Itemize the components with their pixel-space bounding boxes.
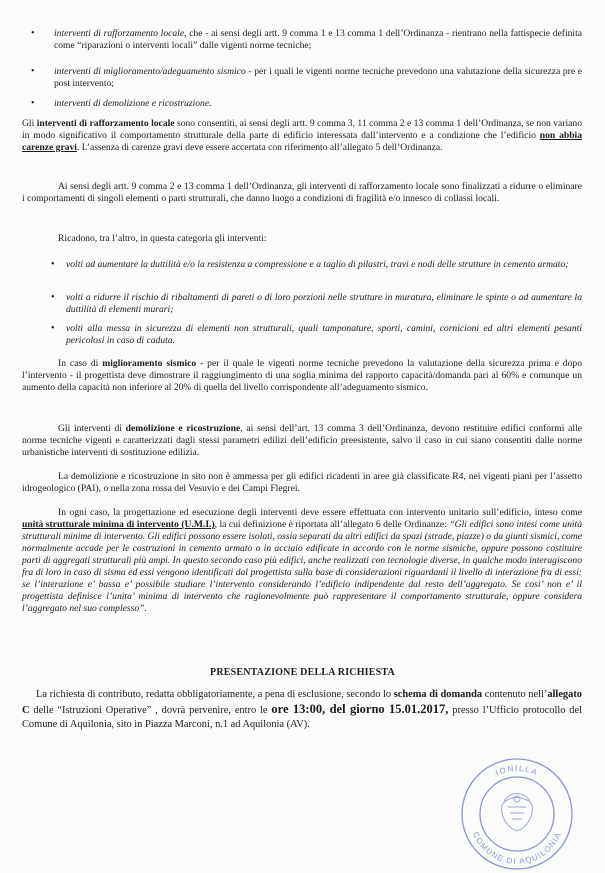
underlined-term: unità strutturale minima di intervento (U.M.I.)	[22, 519, 215, 530]
text-run: presso l’Ufficio protocollo del Comune di Aquilonia, sito in Piazza Marconi, n.1 ad Aquilonia (AV).	[22, 705, 582, 730]
deadline: ore 13:00, del giorno 15.01.2017,	[271, 702, 449, 716]
stamp-emblem-icon	[502, 794, 533, 832]
bullet-text: .	[209, 98, 212, 109]
text-run: delle “Istruzioni Operative” , dovrà pervenire, entro le	[29, 705, 272, 716]
text-run: contenuto nell’	[482, 689, 548, 700]
bullet-dot: •	[51, 259, 55, 270]
text-run: La richiesta di contributo, redatta obbligatoriamente, a pena di esclusione, secondo lo	[36, 689, 394, 700]
text-run: . L’assenza di carenze gravi deve essere accertata con riferimento all’allegato 5 dell’Ordinanza.	[76, 142, 443, 153]
bullet-item	[54, 28, 582, 52]
paragraph-categoria: Ricadono, tra l’altro, in questa categoria gli interventi:	[58, 233, 267, 244]
svg-text:IONILLA	[494, 764, 539, 778]
bold-term: miglioramento sismico	[102, 358, 197, 369]
text-run: Gli interventi di	[58, 423, 126, 434]
bullet-dot: •	[51, 292, 55, 303]
text-run: - per il quale le vigenti norme tecniche prevedono la valutazione della sicurezza prima e dopo l’intervento - il progettista deve dimostrare il raggiungimento di una soglia minima del rapporto capacità/domanda pari al 60% e comunque un aumento della capacità non inferiore al 20% di quella del livello corrispondente all’adeguamento sismico.	[22, 358, 582, 393]
bullet-dot: •	[31, 28, 35, 39]
bold-term: allegato C	[22, 689, 582, 716]
municipal-stamp	[458, 755, 576, 873]
text-run: , ai sensi dell’art. 13 comma 3 dell’Ordinanza, devono restituire edifici conformi alle norme tecniche vigenti e caratterizzati dagli stessi parametri edilizi dell’edificio preesistente, salvo il caso in cui siano consentiti dalle norme urbanistiche interventi di sostituzione edilizia.	[22, 423, 582, 458]
paragraph-finalita: Ai sensi degli artt. 9 comma 2 e 13 comma 1 dell’Ordinanza, gli interventi di rafforzamento locale sono finalizzati a ridurre o eliminare i comportamenti di singoli elementi o parti strutturali, che danno luogo a condizioni di fragilità e/o innesco di collassi locali.	[22, 181, 582, 204]
bullet-item: volti alla messa in sicurezza di elementi non strutturali, quali tamponature, sporti, camini, cornicioni ed altri elementi pesanti pericolosi in caso di caduta.	[66, 323, 582, 346]
section-heading: PRESENTAZIONE DELLA RICHIESTA	[210, 667, 395, 678]
paragraph-miglioramento	[22, 358, 582, 394]
text-run: In ogni caso, la progettazione ed esecuzione degli interventi deve essere effettuata con intervento unitario sull’edificio, inteso come	[58, 507, 582, 518]
paragraph-demolizione	[22, 423, 582, 459]
quoted-definition: “Gli edifici sono intesi come unità strutturali minime di intervento. Gli edifici possono essere isolati, ossia separati da altri edifici da spazi (strade, piazze) o da giunti sismici, come normalmente accade per le costruzioni in cemento armato o in acciaio edificate in accordo con le norme sismiche, oppure possono costituire parti di aggregati strutturali più ampi. In questo secondo caso più edifici, anche realizzati con tecnologie diverse, in qualche modo interagiscono fra di loro in caso di sisma ed essi vengono identificati dal progettista sulla base di considerazioni riguardanti il livello di interazione fra di essi: se l’interazione e’ bassa e’ possibile studiare l’intervento considerando l’edificio indipendente dal resto dell’aggregato. Se cosi’ non e’ il progettista definisce l’unita’ minima di intervento che ragionevolmente può rappresentare il comportamento strutturale, oppure considera l’aggregato nel suo complesso”.	[22, 519, 583, 614]
bullet-term: interventi di miglioramento/adeguamento sismico	[54, 66, 246, 77]
svg-text:COMUNE DI AQUILONIA	[471, 830, 563, 866]
bold-term: demolizione e ricostruzione	[125, 423, 241, 434]
underlined-term: non abbia carenze gravi	[22, 130, 583, 153]
bold-term: schema di domanda	[393, 689, 483, 700]
paragraph-rafforzamento	[22, 118, 582, 154]
bold-term: interventi di rafforzamento locale	[36, 118, 175, 129]
bullet-dot: •	[31, 98, 35, 109]
bullet-item	[54, 98, 582, 110]
bullet-term: interventi di rafforzamento locale	[54, 28, 185, 39]
text-run: Gli	[22, 118, 37, 129]
paragraph-umi	[22, 507, 582, 615]
stamp-top-text: IONILLA	[494, 763, 540, 778]
text-run: , la cui definizione è riportata all’allegato 6 delle Ordinanze:	[214, 519, 450, 530]
bullet-text: , che - ai sensi degli artt. 9 comma 1 e 13 comma 1 dell’Ordinanza - rientrano nella fattispecie definita come “riparazioni o interventi locali” dalle vigenti norme tecniche;	[54, 28, 582, 51]
bullet-dot: •	[51, 323, 55, 334]
bullet-item: volti ad aumentare la duttilità e/o la resistenza a compressione e a taglio di pilastri, travi e nodi delle strutture in cemento armato;	[66, 259, 569, 270]
bullet-item	[54, 66, 582, 90]
bullet-dot: •	[31, 66, 35, 77]
paragraph-presentazione	[22, 688, 582, 732]
bullet-text: - per i quali le vigenti norme tecniche prevedono una valutazione della sicurezza pre e post intervento;	[54, 66, 582, 89]
bullet-term: interventi di demolizione e ricostruzione	[54, 98, 210, 109]
paragraph-aree: La demolizione e ricostruzione in sito non è ammessa per gli edifici ricadenti in aree già classificate R4, nei vigenti piani per l’assetto idrogeologico (PAI), o nella zona rossa del Vesuvio e dei Campi Flegrei.	[22, 471, 582, 494]
bullet-item: volti a ridurre il rischio di ribaltamenti di pareti o di loro porzioni nelle strutture in muratura, eliminare le spinte o ad aumentare la duttilità di elementi murari;	[66, 292, 582, 315]
stamp-bottom-text: COMUNE DI AQUILONIA	[470, 830, 564, 867]
text-run: sono consentiti, ai sensi degli artt. 9 comma 3, 11 comma 2 e 13 comma 1 dell’Ordinanza, se non variano in modo significativo il comportamento strutturale della parte di edificio interessata dall’intervento e a condizione che l’edificio	[22, 118, 582, 141]
text-run: In caso di	[58, 358, 103, 369]
